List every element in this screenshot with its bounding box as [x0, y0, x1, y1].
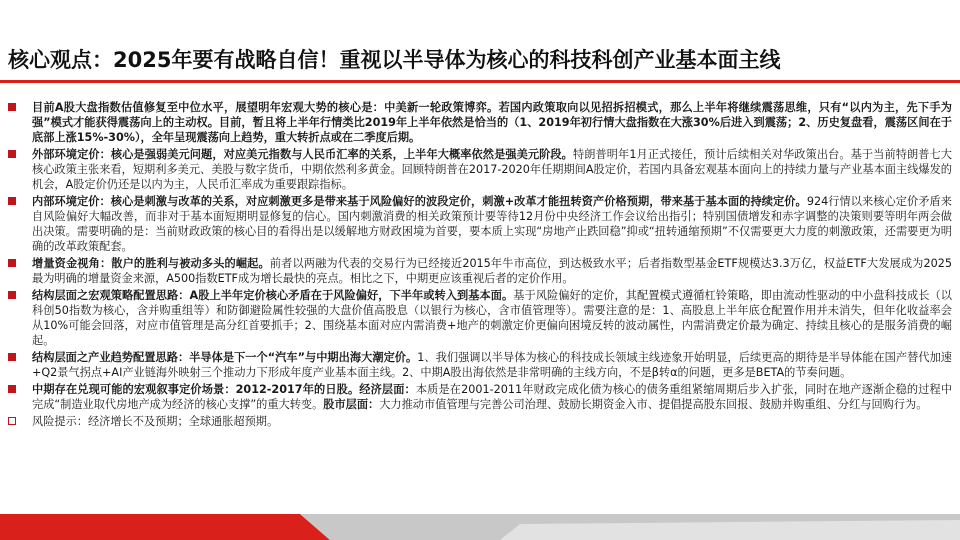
bullet-bold: 结构层面之宏观策略配置思路：A股上半年定价核心矛盾在于风险偏好，下半年或转入到基本面。	[32, 289, 514, 302]
bullet-macro-narrative	[6, 382, 952, 412]
square-bullet-icon	[8, 259, 16, 267]
bullet-valuation	[6, 100, 952, 145]
bullet-external-pricing	[6, 147, 952, 192]
bullet-text: 924行情以来核心定价矛盾来自风险偏好大幅改善，而非对于基本面短期明显修复的信心。国内刺激消费的相关政策预计要等待12月份中央经济工作会议给出指引；特别国债增发和赤字调整的决策则要等明年两会做出决策。需要明确的是：当前财政政策的核心目的看得出是以缓解地方财政困境为首要，要本质上实现“房地产止跌回稳”抑或“扭转通缩预期”不仅需要更大力度的刺激政策，还需要更为明确的改革政策配套。	[32, 195, 952, 253]
bullet-text: 特朗普明年1月正式接任，预计后续相关对华政策出台。基于当前特朗普七大核心政策主张来看，短期利多美元、美股与数字货币，中期依然利多黄金。回顾特朗普在2017-2020年任期期间A股定价，若国内具备宏观基本面向上的持续力量与产业基本面主线爆发的机会，A股定价仍还是以内为主，人民币汇率成为重要跟踪指标。	[32, 148, 952, 191]
square-bullet-icon	[8, 150, 16, 158]
bullet-bold: 内部环境定价：核心是刺激与改革的关系，对应刺激更多是带来基于风险偏好的波段定价，刺激+改革才能扭转资产价格预期，带来基于基本面的持续定价。	[32, 195, 807, 208]
square-bullet-icon	[8, 103, 16, 111]
bullet-bold: 目前A股大盘指数估值修复至中位水平，展望明年宏观大势的核心是：中美新一轮政策博弈。若国内政策取向以见招拆招模式，那么上半年将继续震荡思维，只有“以内为主，先下手为强”模式才能获得震荡向上的主动权。目前，暂且将上半年行情类比2019年上半年依然是恰当的（1、2019年初行情大盘指数在大涨30%后进入到震荡；2、历史复盘看，震荡区间在于底部上涨15%-30%），全年呈现震荡向上趋势，重大转折点或在二季度后期。	[32, 101, 952, 144]
bullet-text: 1、我们强调以半导体为核心的科技成长领域主线迹象开始明显，后续更高的期待是半导体能在国产替代加速+Q2景气拐点+AI产业链海外映射三个推动力下形成年度产业基本面主线。2、中期A股出海依然是非常明确的主线方向，不是β转α的问题，更多是BETA的节奏问题。	[32, 351, 952, 379]
bullet-bold-secondary: 股市层面：	[323, 398, 380, 411]
footer-decoration	[0, 514, 960, 540]
bullet-industry-trend	[6, 350, 952, 380]
bullet-bold: 中期存在兑现可能的宏观叙事定价场景：2012-2017年的日股。经济层面：	[32, 383, 416, 396]
square-bullet-icon	[8, 353, 16, 361]
bullet-bold: 结构层面之产业趋势配置思路：半导体是下一个“汽车”与中期出海大潮定价。	[32, 351, 418, 364]
bullet-internal-pricing	[6, 194, 952, 254]
square-bullet-icon	[8, 385, 16, 393]
square-bullet-icon	[8, 197, 16, 205]
bullet-text: 本质是在2001-2011年财政完成化债为核心的债务重组紧缩周期后步入扩张，同时在地产逐渐企稳的过程中完成“制造业取代房地产成为经济的核心支撑”的重大转变。	[32, 383, 953, 411]
bullet-text-secondary: 大力推动市值管理与完善公司治理、鼓励长期资金入市、提倡提高股东回报、鼓励并购重组、分红与回购行为。	[379, 398, 928, 411]
bullet-incremental-funds	[6, 256, 952, 286]
title-divider	[0, 80, 960, 83]
bullet-macro-strategy	[6, 288, 952, 348]
bullet-list	[6, 100, 952, 431]
bullet-text: 前者以两融为代表的交易行为已经接近2015年牛市高位，到达极致水平；后者指数型基金ETF规模达3.3万亿，权益ETF大发展成为2025最为明确的增量资金来源，A500指数ETF成为增长最快的亮点。相比之下，中期更应该重视后者的定价作用。	[32, 257, 952, 285]
bullet-risk-warning	[6, 414, 952, 429]
page-title: 核心观点：2025年要有战略自信！重视以半导体为核心的科技科创产业基本面主线	[8, 48, 781, 72]
bullet-text: 基于风险偏好的定价，其配置模式遵循杠铃策略，即由流动性驱动的中小盘科技成长（以科创50指数为核心，含并购重组等）和防御避险属性较强的大盘价值高股息（以银行为核心，含市值管理等）。需要注意的是：1、高股息上半年底仓配置作用并未消失，但年化收益率会从10%可能会回落，对应市值管理是高分红首要抓手；2、围绕基本面对应内需消费+地产的刺激定价更偏向困境反转的波动属性，内需消费定价最为确定、持续且核心的是服务消费的崛起。	[32, 289, 952, 347]
square-bullet-icon	[8, 291, 16, 299]
bullet-bold: 增量资金视角：散户的胜利与被动多头的崛起。	[32, 257, 270, 270]
bullet-text: 风险提示：经济增长不及预期；全球通胀超预期。	[32, 415, 279, 428]
hollow-square-bullet-icon	[8, 417, 16, 425]
footer-red-band	[0, 514, 330, 540]
bullet-bold: 外部环境定价：核心是强弱美元问题，对应美元指数与人民币汇率的关系，上半年大概率依然是强美元阶段。	[32, 148, 573, 161]
